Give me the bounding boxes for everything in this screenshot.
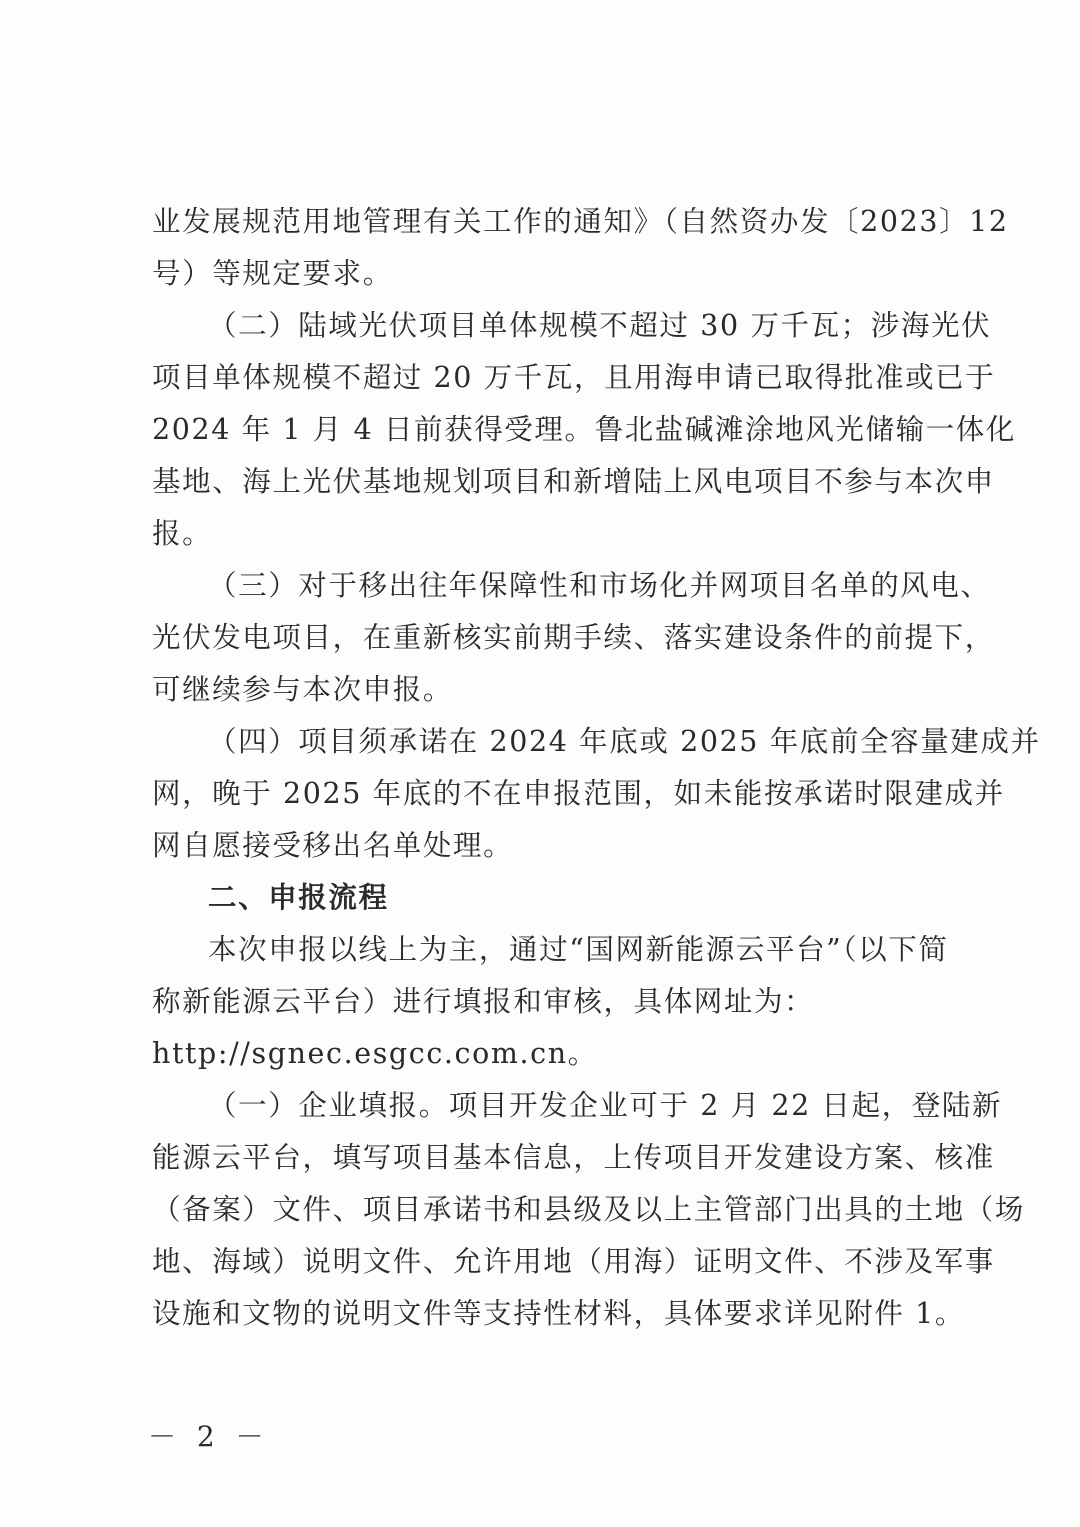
text-line: 地、海域）说明文件、允许用地（用海）证明文件、不涉及军事 [152, 1245, 995, 1278]
text-line: 基地、海上光伏基地规划项目和新增陆上风电项目不参与本次申 [152, 465, 995, 498]
text-line: 能源云平台，填写项目基本信息，上传项目开发建设方案、核准 [152, 1141, 995, 1174]
text-line: （备案）文件、项目承诺书和县级及以上主管部门出具的土地（场 [152, 1193, 1025, 1226]
text-line: 网，晚于 2025 年底的不在申报范围，如未能按承诺时限建成并 [152, 777, 1005, 810]
text-line: 号）等规定要求。 [152, 257, 393, 290]
paragraph-item-1: （一）企业填报。项目开发企业可于 2 月 22 日起，登陆新 [208, 1089, 1003, 1122]
paragraph-item-2: （二）陆域光伏项目单体规模不超过 30 万千瓦；涉海光伏 [208, 309, 992, 342]
document-body [152, 196, 1041, 1340]
text-line: 网自愿接受移出名单处理。 [152, 829, 514, 862]
paragraph-item-4: （四）项目须承诺在 2024 年底或 2025 年底前全容量建成并 [208, 725, 1041, 758]
text-line: 设施和文物的说明文件等支持性材料，具体要求详见附件 1。 [152, 1297, 965, 1330]
text-line: 可继续参与本次申报。 [152, 673, 454, 706]
website-url: http://sgnec.esgcc.com.cn。 [152, 1037, 598, 1070]
text-line: 称新能源云平台）进行填报和审核，具体网址为： [152, 985, 815, 1018]
text-line: 光伏发电项目，在重新核实前期手续、落实建设条件的前提下， [152, 621, 995, 654]
text-line: 报。 [152, 517, 213, 550]
text-line: 业发展规范用地管理有关工作的通知》（自然资办发〔2023〕12 [152, 205, 1009, 238]
paragraph-intro: 本次申报以线上为主，通过“国网新能源云平台”（以下简 [208, 933, 949, 966]
page-number: － 2 － [148, 1420, 270, 1453]
section-heading: 二、申报流程 [208, 881, 389, 914]
paragraph-item-3: （三）对于移出往年保障性和市场化并网项目名单的风电、 [208, 569, 991, 602]
text-line: 2024 年 1 月 4 日前获得受理。鲁北盐碱滩涂地风光储输一体化 [152, 413, 1016, 446]
text-line: 项目单体规模不超过 20 万千瓦，且用海申请已取得批准或已于 [152, 361, 996, 394]
